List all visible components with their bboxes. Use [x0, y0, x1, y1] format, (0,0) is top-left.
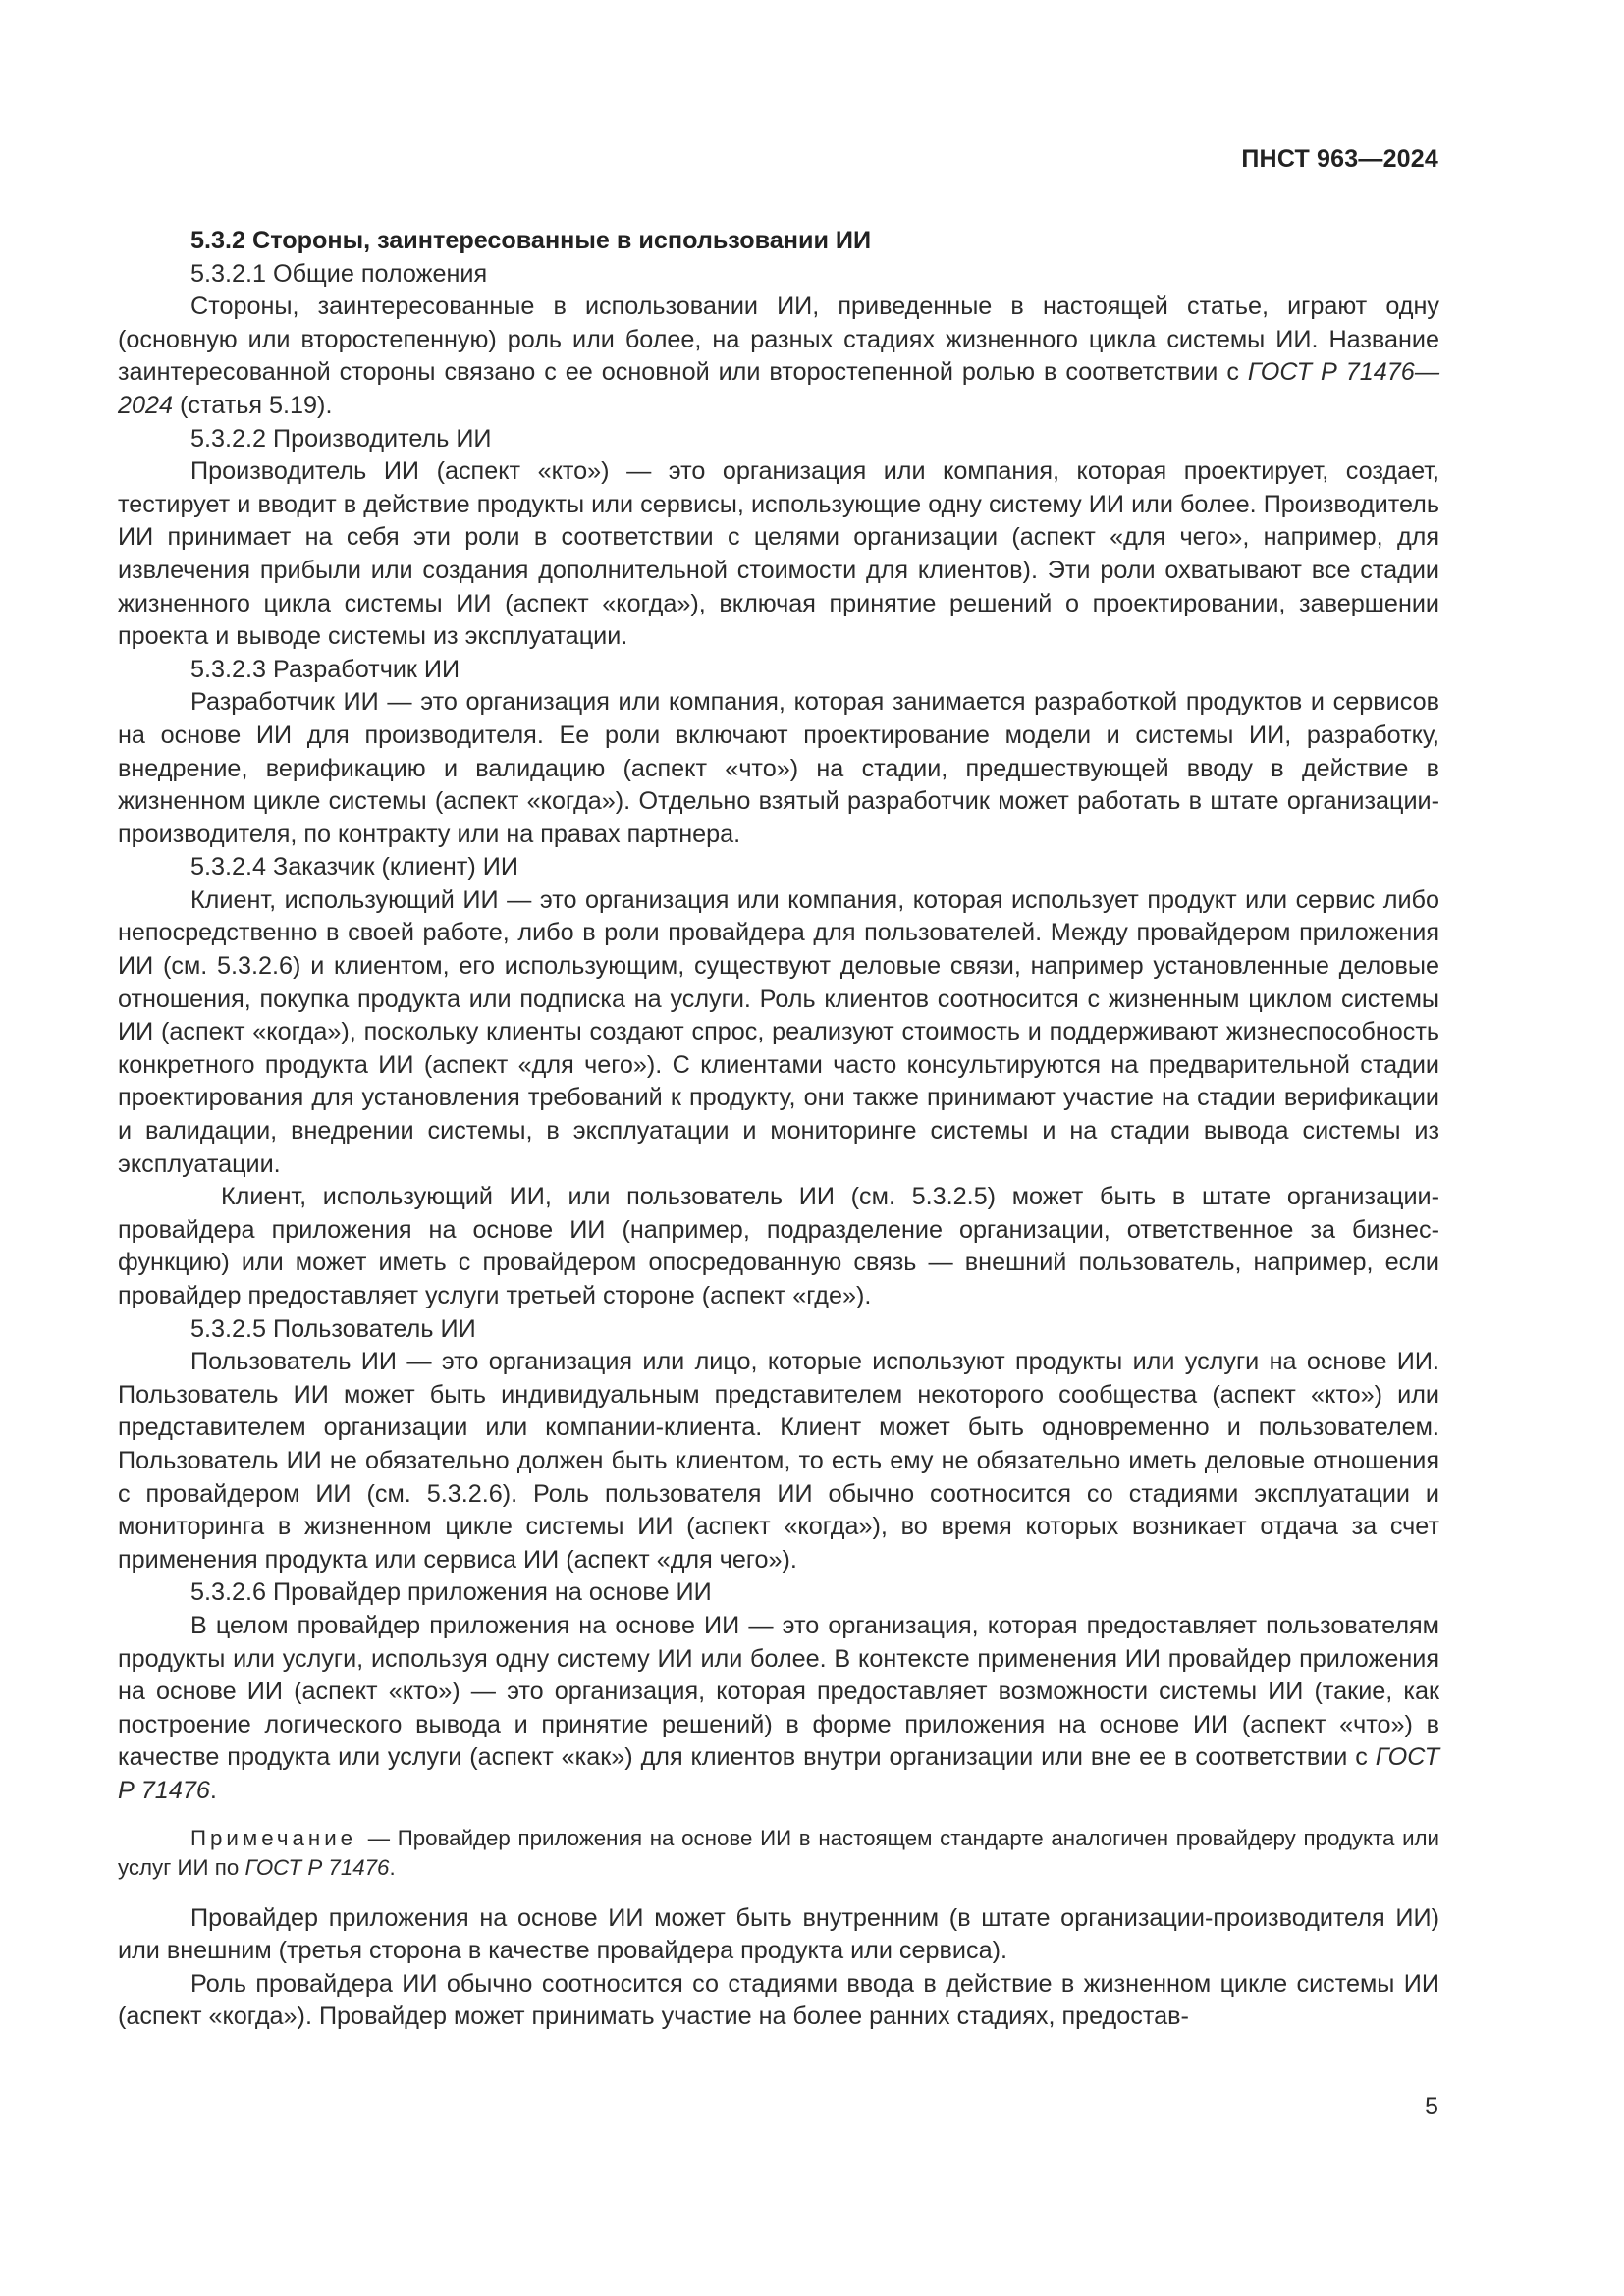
note-text: . [389, 1854, 396, 1880]
standard-reference: ГОСТ Р 71476 [118, 1743, 1439, 1804]
paragraph-5326-3: Роль провайдера ИИ обычно соотносится со стадиями ввода в действие в жизненном цикле системы ИИ (аспект «когда»). Провайдер может принимать участие на более ранних стадиях, предостав- [118, 1969, 1439, 2031]
subsection-title-5326: 5.3.2.6 Провайдер приложения на основе ИИ [190, 1578, 712, 1607]
paragraph-text: . [209, 1776, 217, 1804]
section-heading: 5.3.2 Стороны, заинтересованные в использовании ИИ [190, 227, 872, 254]
standard-reference: ГОСТ Р 71476—2024 [118, 358, 1440, 419]
paragraph-5323-1: Разработчик ИИ — это организация или компания, которая занимается разработкой продуктов и сервисов на основе ИИ для производителя. Ее роли включают проектирование модели и системы ИИ, разработку, внедрение, верификацию и валидацию (аспект «что») на стадии, предшествующей вводу в действие в жизненном цикле системы (аспект «когда»). Отдельно взятый разработчик может работать в штате организации-производителя, по контракту или на правах партнера. [118, 688, 1439, 848]
subsection-title-5323: 5.3.2.3 Разработчик ИИ [190, 655, 460, 683]
subsection-title-5324: 5.3.2.4 Заказчик (клиент) ИИ [190, 853, 518, 881]
paragraph-5321-1 [118, 291, 1439, 422]
paragraph-text: Стороны, заинтересованные в использовании ИИ, приведенные в настоящей статье, играют одну (основную или второстепенную) роль или более, на разных стадиях жизненного цикла системы ИИ. Название заинтересованной стороны связано с ее основной или второстепенной ролью в соответствии с [118, 293, 1439, 387]
paragraph-5324-2: Клиент, использующий ИИ, или пользователь ИИ (см. 5.3.2.5) может быть в штате организации-провайдера приложения на основе ИИ (например, подразделение организации, ответственное за бизнес-функцию) или может иметь с провайдером опосредованную связь — внешний пользователь, например, если провайдер предоставляет услуги третьей стороне (аспект «где»). [118, 1183, 1439, 1309]
note-paragraph [118, 1824, 1439, 1883]
standard-reference: ГОСТ Р 71476 [244, 1854, 390, 1880]
paragraph-5324-1: Клиент, использующий ИИ — это организация или компания, которая использует продукт или сервис либо непосредственно в своей работе, либо в роли провайдера для пользователей. Между провайдером приложения ИИ (см. 5.3.2.6) и клиентом, его использующим, существуют деловые связи, например установленные деловые отношения, покупка продукта или подписка на услуги. Роль клиентов соотносится с жизненным циклом системы ИИ (аспект «когда»), поскольку клиенты создают спрос, реализуют стоимость и поддерживают жизнеспособность конкретного продукта ИИ (аспект «для чего»). С клиентами часто консультируются на предварительной стадии проектирования для установления требований к продукту, они также принимают участие на стадии верификации и валидации, внедрении системы, в эксплуатации и мониторинге системы и на стадии вывода системы из эксплуатации. [118, 885, 1439, 1178]
note-label: Примечание [190, 1825, 357, 1850]
paragraph-text: (статья 5.19). [173, 391, 333, 419]
subsection-title-5325: 5.3.2.5 Пользователь ИИ [190, 1314, 476, 1343]
page-number: 5 [1425, 2093, 1438, 2120]
subsection-title-5322: 5.3.2.2 Производитель ИИ [190, 424, 492, 453]
paragraph-text: В целом провайдер приложения на основе ИИ — это организация, которая предоставляет пользователям продукты или услуги, используя одну систему ИИ или более. В контексте применения ИИ провайдер приложения на основе ИИ (аспект «кто») — это организация, которая предоставляет возможности системы ИИ (такие, как построение логического вывода и принятие решений) в форме приложения на основе ИИ (аспект «что») в качестве продукта или услуги (аспект «как») для клиентов внутри организации или вне ее в соответствии с [118, 1611, 1439, 1772]
subsection-title-5321: 5.3.2.1 Общие положения [190, 259, 488, 288]
paragraph-5326-2: Провайдер приложения на основе ИИ может быть внутренним (в штате организации-производителя ИИ) или внешним (третья сторона в качестве провайдера продукта или сервиса). [118, 1903, 1439, 1965]
paragraph-5322-1: Производитель ИИ (аспект «кто») — это организация или компания, которая проектирует, создает, тестирует и вводит в действие продукты или сервисы, использующие одну систему ИИ или более. Производитель ИИ принимает на себя эти роли в соответствии с целями организации (аспект «для чего», например, для извлечения прибыли или создания дополнительной стоимости для клиентов). Эти роли охватывают все стадии жизненного цикла системы ИИ (аспект «когда»), включая принятие решений о проектировании, завершении проекта и выводе системы из эксплуатации. [118, 457, 1439, 651]
paragraph-5326-1 [118, 1610, 1439, 1808]
note-text: — Провайдер приложения на основе ИИ в настоящем стандарте аналогичен провайдеру продукта или услуг ИИ по [118, 1825, 1439, 1880]
document-id: ПНСТ 963—2024 [1241, 145, 1438, 173]
paragraph-5325-1: Пользователь ИИ — это организация или лицо, которые используют продукты или услуги на основе ИИ. Пользователь ИИ может быть индивидуальным представителем некоторого сообщества (аспект «кто») или представителем организации или компании-клиента. Клиент может быть одновременно и пользователем. Пользователь ИИ не обязательно должен быть клиентом, то есть ему не обязательно иметь деловые отношения с провайдером ИИ (см. 5.3.2.6). Роль пользователя ИИ обычно соотносится со стадиями эксплуатации и мониторинга в жизненном цикле системы ИИ (аспект «когда»), во время которых возникает отдача за счет применения продукта или сервиса ИИ (аспект «для чего»). [118, 1348, 1439, 1574]
document-body [118, 225, 1439, 2034]
